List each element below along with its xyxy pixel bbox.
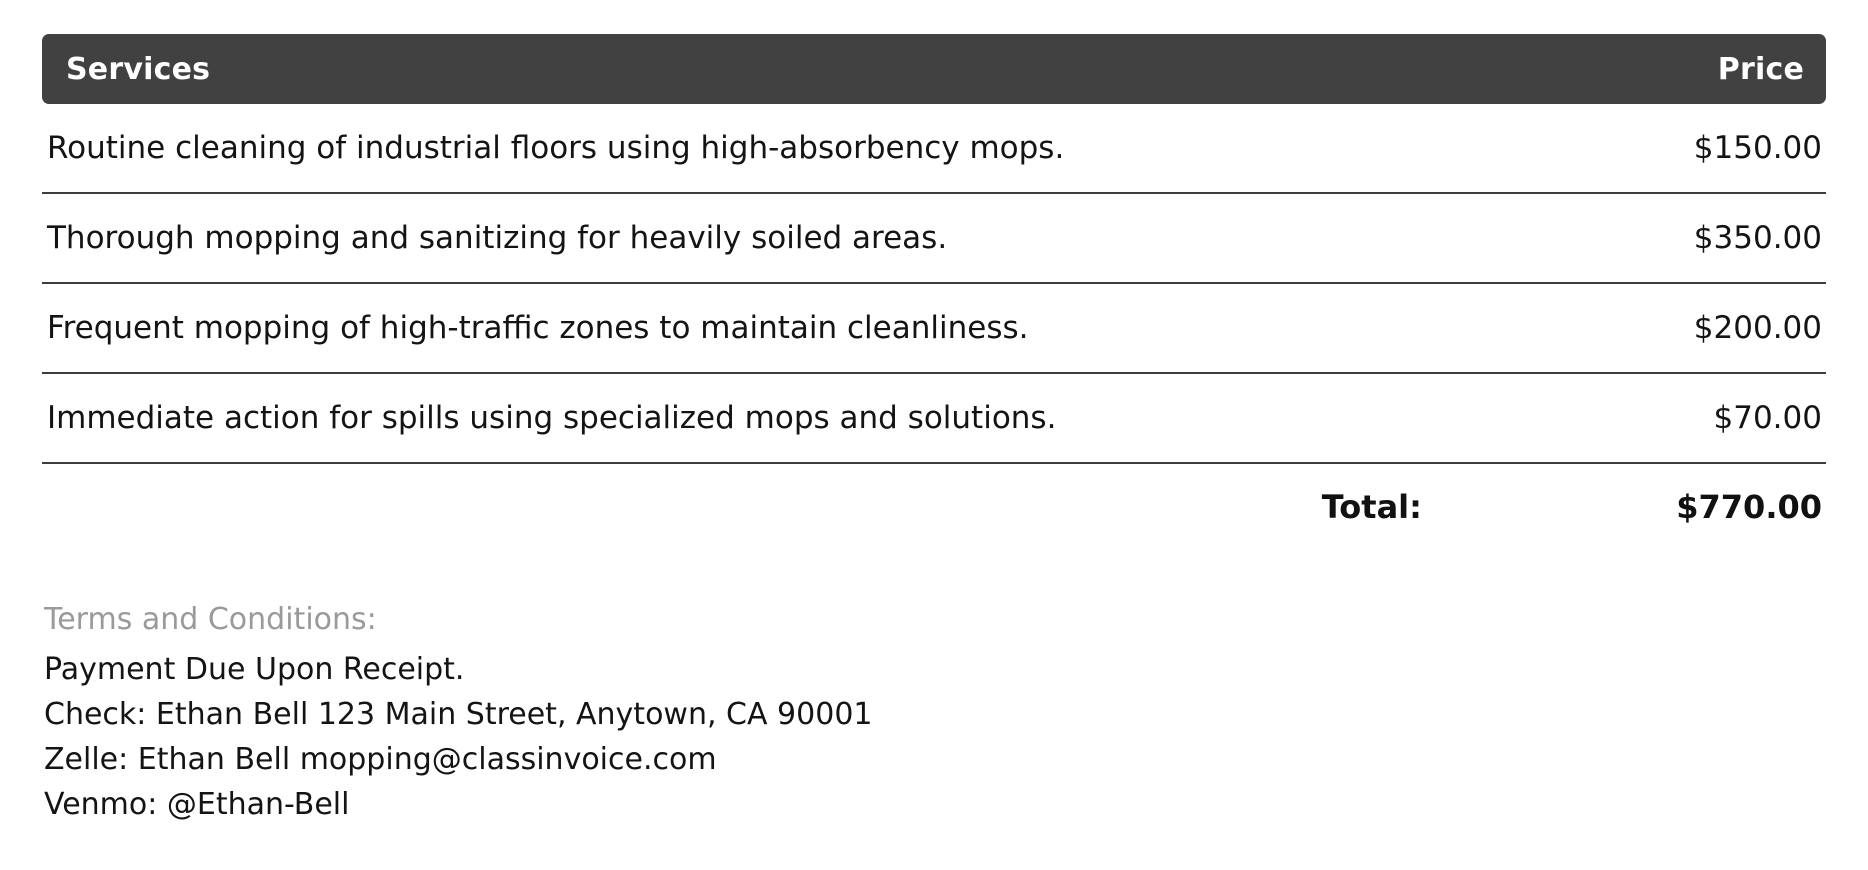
terms-line: Payment Due Upon Receipt. — [44, 652, 465, 687]
column-header-services: Services — [42, 34, 1422, 104]
terms-line: Venmo: @Ethan-Bell — [44, 787, 350, 822]
total-row — [42, 463, 1826, 550]
service-price: $200.00 — [1422, 283, 1826, 373]
service-description: Thorough mopping and sanitizing for heavily soiled areas. — [42, 193, 1422, 283]
terms-line: Zelle: Ethan Bell mopping@classinvoice.com — [44, 742, 717, 777]
service-price: $70.00 — [1422, 373, 1826, 463]
table-row — [42, 104, 1826, 193]
services-table — [42, 34, 1826, 550]
table-row — [42, 283, 1826, 373]
table-row — [42, 193, 1826, 283]
terms-and-conditions — [42, 602, 1826, 827]
service-description: Routine cleaning of industrial floors using high-absorbency mops. — [42, 104, 1422, 193]
column-header-price: Price — [1422, 34, 1826, 104]
service-description: Frequent mopping of high-traffic zones to maintain cleanliness. — [42, 283, 1422, 373]
total-amount: $770.00 — [1676, 488, 1822, 526]
terms-title: Terms and Conditions: — [44, 602, 377, 637]
service-description: Immediate action for spills using specialized mops and solutions. — [42, 373, 1422, 463]
total-label: Total: — [1321, 488, 1422, 526]
service-price: $350.00 — [1422, 193, 1826, 283]
service-price: $150.00 — [1422, 104, 1826, 193]
table-header-row — [42, 34, 1826, 104]
table-header — [42, 34, 1826, 104]
table-row — [42, 373, 1826, 463]
terms-line: Check: Ethan Bell 123 Main Street, Anytown, CA 90001 — [44, 697, 873, 732]
table-body — [42, 104, 1826, 550]
